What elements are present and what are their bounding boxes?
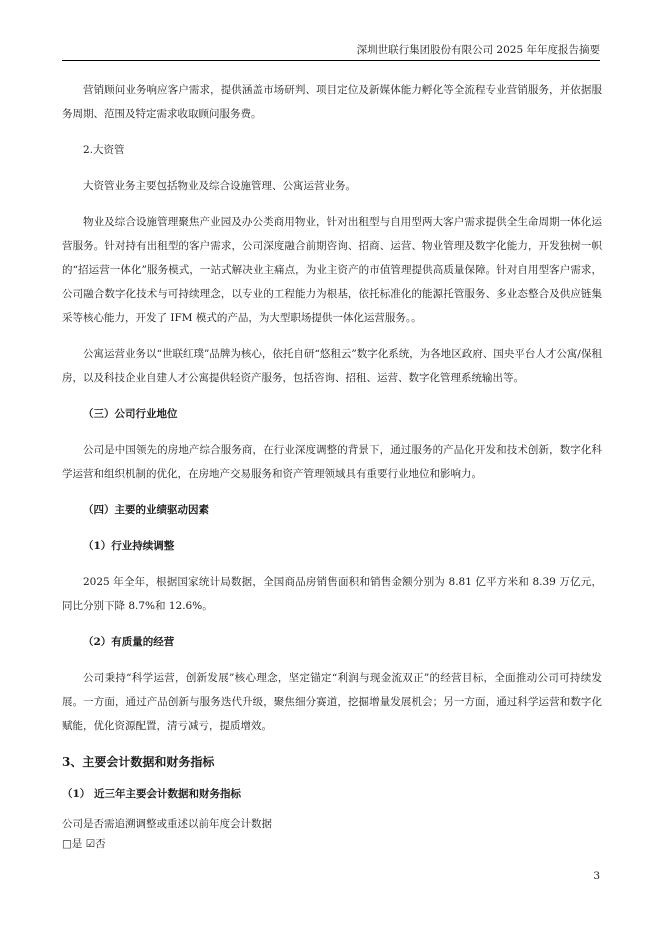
heading-three-year-data: （1） 近三年主要会计数据和财务指标 — [62, 788, 241, 800]
paragraph-industry-position: 公司是中国领先的房地产综合服务商，在行业深度调整的背景下，通过服务的产品化开发和技术创新，数字化科学运营和组织机制的优化，在房地产交易服务和资产管理领域具有重要行业地位和影响力。 — [62, 444, 602, 480]
paragraph-apartment-operation: 公寓运营业务以“世联红璞”品牌为核心，依托自研“悠租云”数字化系统，为各地区政府、国央平台人才公寓/保租房，以及科技企业自建人才公寓提供轻资产服务，包括咨询、招租、运营、数字化管理系统输出等。 — [62, 348, 602, 384]
heading-accounting-data: 3、主要会计数据和财务指标 — [62, 755, 215, 769]
paragraph-retroactive-question: 公司是否需追溯调整或重述以前年度会计数据 — [62, 818, 272, 830]
paragraph-property-facility: 物业及综合设施管理聚焦产业园及办公类商用物业，针对出租型与自用型两大客户需求提供全生命周期一体化运营服务。针对持有出租型的客户需求，公司深度融合前期咨询、招商、运营、物业管理及数字化能力，开发独树一帜的“招运营一体化”服务模式，一站式解决业主痛点，为业主资产的市值管理提供高质量保障。针对自用型客户需求，公司融合数字化技术与可持续理念，以专业的工程能力为根基，依托标准化的能源托管服务、多业态整合及供应链集采等核心能力，开发了 IFM 模式的产品，为大型职场提供一体化运营服务。。 — [62, 216, 602, 324]
header-title: 深圳世联行集团股份有限公司 2025 年年度报告摘要 — [356, 44, 600, 56]
paragraph-market-data: 2025 年全年，根据国家统计局数据，全国商品房销售面积和销售金额分别为 8.81 亿平方米和 8.39 万亿元，同比分别下降 8.7%和 12.6%。 — [62, 576, 602, 612]
paragraph-asset-management-intro: 大资管业务主要包括物业及综合设施管理、公寓运营业务。 — [83, 180, 356, 192]
paragraph-marketing-consulting: 营销顾问业务响应客户需求，提供涵盖市场研判、项目定位及新媒体能力孵化等全流程专业营销服务，并依据服务周期、范围及特定需求收取顾问服务费。 — [62, 84, 602, 120]
retroactive-checkbox-line: □是 ☑否 — [62, 838, 106, 850]
paragraph-quality-operation: 公司秉持“科学运营，创新发展”核心理念，坚定锚定“利润与现金流双正”的经营目标，全面推动公司可持续发展。一方面，通过产品创新与服务迭代升级，聚焦细分赛道，挖掘增量发展机会；另一方面，通过科学运营和数字化赋能，优化资源配置，清亏减亏，提质增效。 — [62, 672, 602, 732]
subheading-asset-management: 2.大资管 — [83, 144, 125, 156]
page-header — [62, 38, 600, 61]
heading-quality-operation: （2）有质量的经营 — [83, 636, 175, 648]
heading-industry-position: （三）公司行业地位 — [83, 408, 178, 420]
heading-performance-drivers: （四）主要的业绩驱动因素 — [83, 504, 209, 516]
document-body — [62, 78, 602, 854]
page-number: 3 — [593, 870, 600, 882]
heading-industry-adjustment: （1）行业持续调整 — [83, 540, 175, 552]
